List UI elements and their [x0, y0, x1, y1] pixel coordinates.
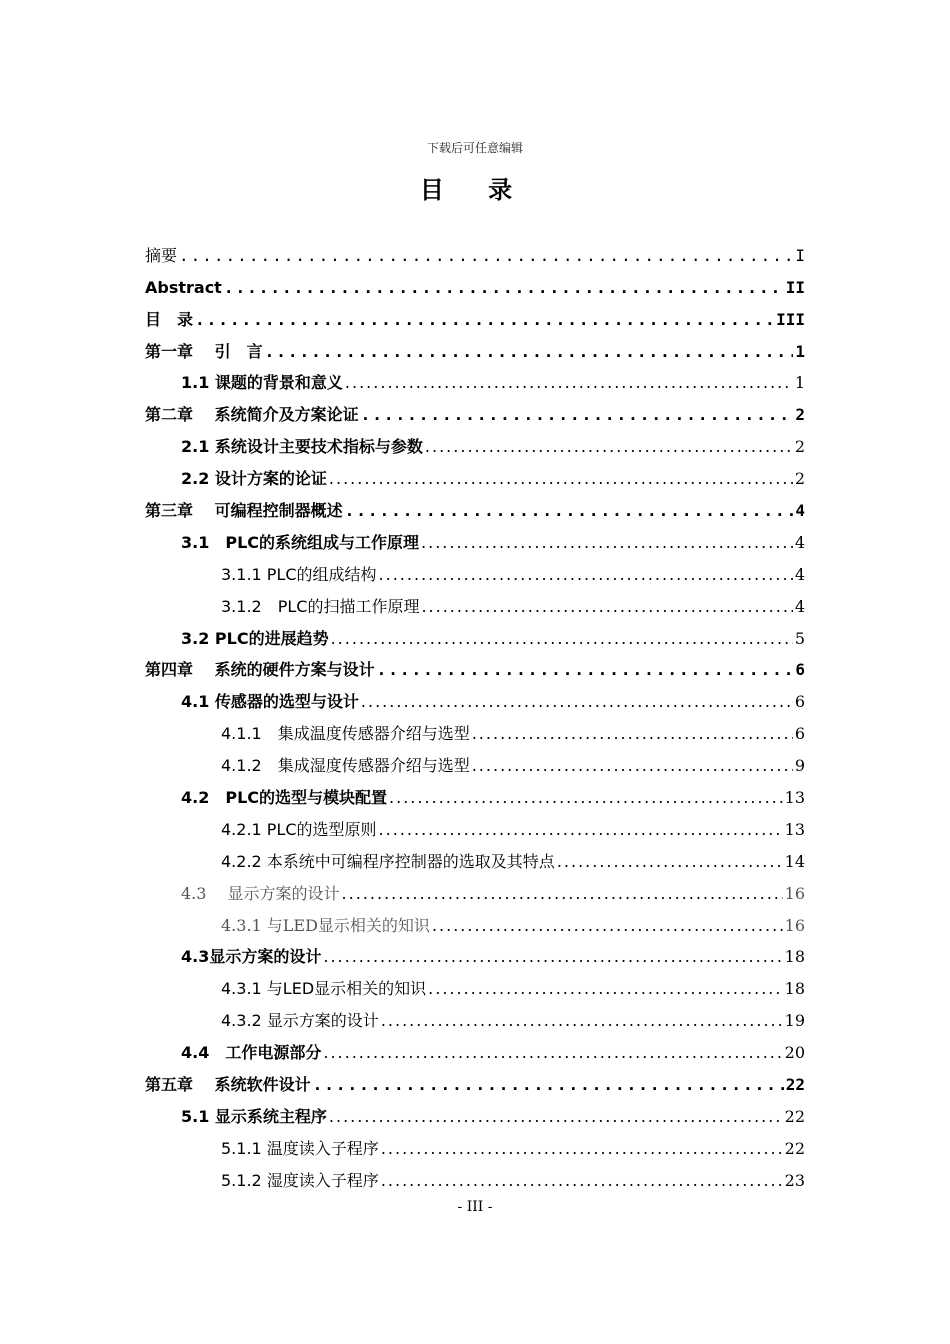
toc-entry-label: 4.3.2 显示方案的设计: [221, 1011, 379, 1031]
toc-entry[interactable]: [145, 680, 805, 712]
dot-leader: [421, 597, 792, 617]
dot-leader: [345, 373, 793, 393]
toc-entry-label: 4.3.1 与LED显示相关的知识: [221, 915, 430, 935]
toc-entry-page-number: 2: [794, 437, 805, 457]
toc-entry[interactable]: [145, 1159, 805, 1191]
dot-leader: [472, 724, 793, 744]
toc-entry-page-number: 20: [784, 1043, 805, 1063]
toc-entry[interactable]: [145, 744, 805, 776]
dot-leader: [377, 660, 794, 680]
toc-entry-label: 4.3.1 与LED显示相关的知识: [221, 979, 427, 999]
dot-leader: [379, 820, 783, 840]
toc-entry-page-number: 6: [794, 724, 805, 744]
toc-entry-label: 5.1 显示系统主程序: [181, 1106, 327, 1126]
toc-entry[interactable]: [145, 457, 805, 489]
toc-entry[interactable]: [145, 808, 805, 840]
toc-entry-label: 3.1 PLC的系统组成与工作原理: [181, 532, 420, 552]
dot-leader: [331, 629, 793, 649]
dot-leader: [323, 1043, 782, 1063]
toc-entry[interactable]: [145, 872, 805, 904]
toc-entry[interactable]: [145, 967, 805, 999]
toc-entry-page-number: 14: [784, 851, 805, 871]
toc-entry[interactable]: [145, 712, 805, 744]
dot-leader: [313, 1075, 784, 1095]
toc-entry[interactable]: [145, 489, 805, 521]
toc-entry-label: Abstract: [145, 277, 222, 297]
toc-entry[interactable]: [145, 1063, 805, 1095]
page-title: 目 录: [419, 176, 531, 204]
toc-entry[interactable]: [145, 840, 805, 872]
dot-leader: [345, 501, 794, 521]
toc-entry-page-number: 6: [794, 692, 805, 712]
toc-entry-page-number: 22: [785, 1075, 805, 1095]
toc-entry-label: 5.1.1 温度读入子程序: [221, 1138, 379, 1158]
toc-entry-page-number: 1: [795, 341, 805, 361]
toc-entry[interactable]: [145, 521, 805, 553]
toc-entry-page-number: 16: [784, 915, 805, 935]
dot-leader: [472, 756, 793, 776]
toc-entry[interactable]: [145, 553, 805, 585]
toc-entry-label: 第四章 系统的硬件方案与设计: [145, 660, 375, 680]
toc-entry-label: 4.1.2 集成湿度传感器介绍与选型: [221, 756, 470, 776]
toc-entry-label: 2.1 系统设计主要技术指标与参数: [181, 437, 423, 457]
table-of-contents: [145, 234, 805, 1191]
toc-entry-label: 4.2.1 PLC的选型原则: [221, 819, 377, 839]
dot-leader: [557, 852, 783, 872]
toc-entry[interactable]: [145, 330, 805, 362]
toc-entry[interactable]: [145, 936, 805, 968]
toc-entry-page-number: 22: [784, 1106, 805, 1126]
toc-entry-label: 3.1.2 PLC的扫描工作原理: [221, 596, 420, 616]
toc-entry-label: 4.2 PLC的选型与模块配置: [181, 788, 388, 808]
toc-entry[interactable]: [145, 425, 805, 457]
toc-entry-page-number: 4: [794, 532, 805, 552]
toc-entry-page-number: 4: [794, 596, 805, 616]
toc-entry-page-number: 4: [794, 564, 805, 584]
dot-leader: [179, 246, 793, 266]
toc-entry-label: 2.2 设计方案的论证: [181, 469, 327, 489]
dot-leader: [428, 979, 782, 999]
toc-entry-label: 3.1.1 PLC的组成结构: [221, 564, 377, 584]
toc-entry-label: 第三章 可编程控制器概述: [145, 501, 343, 521]
toc-entry-page-number: 18: [784, 979, 805, 999]
toc-entry[interactable]: [145, 266, 805, 298]
toc-entry-page-number: 4: [795, 501, 805, 521]
toc-entry-label: 第一章 引 言: [145, 341, 263, 361]
toc-entry[interactable]: [145, 999, 805, 1031]
toc-entry[interactable]: [145, 298, 805, 330]
dot-leader: [329, 469, 793, 489]
toc-entry-label: 5.1.2 湿度读入子程序: [221, 1170, 379, 1190]
toc-entry[interactable]: [145, 234, 805, 266]
dot-leader: [265, 342, 794, 362]
dot-leader: [432, 916, 783, 936]
toc-entry-label: 4.2.2 本系统中可编程序控制器的选取及其特点: [221, 851, 555, 871]
toc-entry-page-number: 18: [784, 947, 805, 967]
dot-leader: [195, 310, 774, 330]
toc-entry[interactable]: [145, 1031, 805, 1063]
dot-leader: [381, 1011, 783, 1031]
dot-leader: [361, 692, 793, 712]
toc-entry[interactable]: [145, 1095, 805, 1127]
page-number-footer: - III -: [457, 1199, 493, 1215]
toc-entry-label: 4.3 显示方案的设计: [181, 883, 340, 903]
dot-leader: [379, 565, 793, 585]
toc-entry-page-number: 23: [784, 1170, 805, 1190]
toc-entry-label: 4.1.1 集成温度传感器介绍与选型: [221, 724, 470, 744]
toc-entry-page-number: 6: [795, 660, 805, 680]
dot-leader: [381, 1139, 783, 1159]
toc-entry-page-number: 13: [784, 819, 805, 839]
toc-entry-page-number: III: [776, 309, 805, 329]
dot-leader: [342, 884, 783, 904]
toc-entry-page-number: 2: [795, 405, 805, 425]
dot-leader: [425, 437, 793, 457]
toc-entry[interactable]: [145, 362, 805, 394]
toc-entry-page-number: 22: [784, 1138, 805, 1158]
toc-entry-label: 第二章 系统简介及方案论证: [145, 405, 359, 425]
toc-entry-label: 4.3显示方案的设计: [181, 947, 322, 967]
toc-entry-page-number: 13: [784, 788, 805, 808]
dot-leader: [381, 1171, 783, 1191]
toc-entry-page-number: 9: [794, 756, 805, 776]
toc-entry-label: 第五章 系统软件设计: [145, 1075, 311, 1095]
toc-entry-page-number: 2: [794, 469, 805, 489]
toc-entry-label: 4.1 传感器的选型与设计: [181, 692, 359, 712]
toc-entry-page-number: 5: [794, 628, 805, 648]
toc-entry-page-number: II: [785, 277, 805, 297]
toc-entry-page-number: I: [795, 245, 805, 265]
toc-entry[interactable]: [145, 617, 805, 649]
toc-entry-label: 目 录: [145, 309, 194, 329]
toc-entry[interactable]: [145, 393, 805, 425]
toc-entry-label: 摘要: [145, 245, 178, 265]
toc-entry-page-number: 19: [784, 1011, 805, 1031]
toc-entry-label: 1.1 课题的背景和意义: [181, 373, 343, 393]
toc-entry[interactable]: [145, 904, 805, 936]
toc-entry-label: 4.4 工作电源部分: [181, 1043, 322, 1063]
dot-leader: [329, 1107, 783, 1127]
toc-entry[interactable]: [145, 585, 805, 617]
toc-entry[interactable]: [145, 649, 805, 681]
dot-leader: [361, 405, 794, 425]
toc-entry[interactable]: [145, 1127, 805, 1159]
toc-entry-page-number: 16: [784, 883, 805, 903]
dot-leader: [224, 278, 784, 298]
dot-leader: [323, 947, 782, 967]
toc-entry[interactable]: [145, 776, 805, 808]
toc-entry-page-number: 1: [794, 373, 805, 393]
dot-leader: [421, 533, 793, 553]
header-note: 下载后可任意编辑: [426, 141, 523, 155]
toc-entry-label: 3.2 PLC的进展趋势: [181, 628, 329, 648]
dot-leader: [389, 788, 783, 808]
